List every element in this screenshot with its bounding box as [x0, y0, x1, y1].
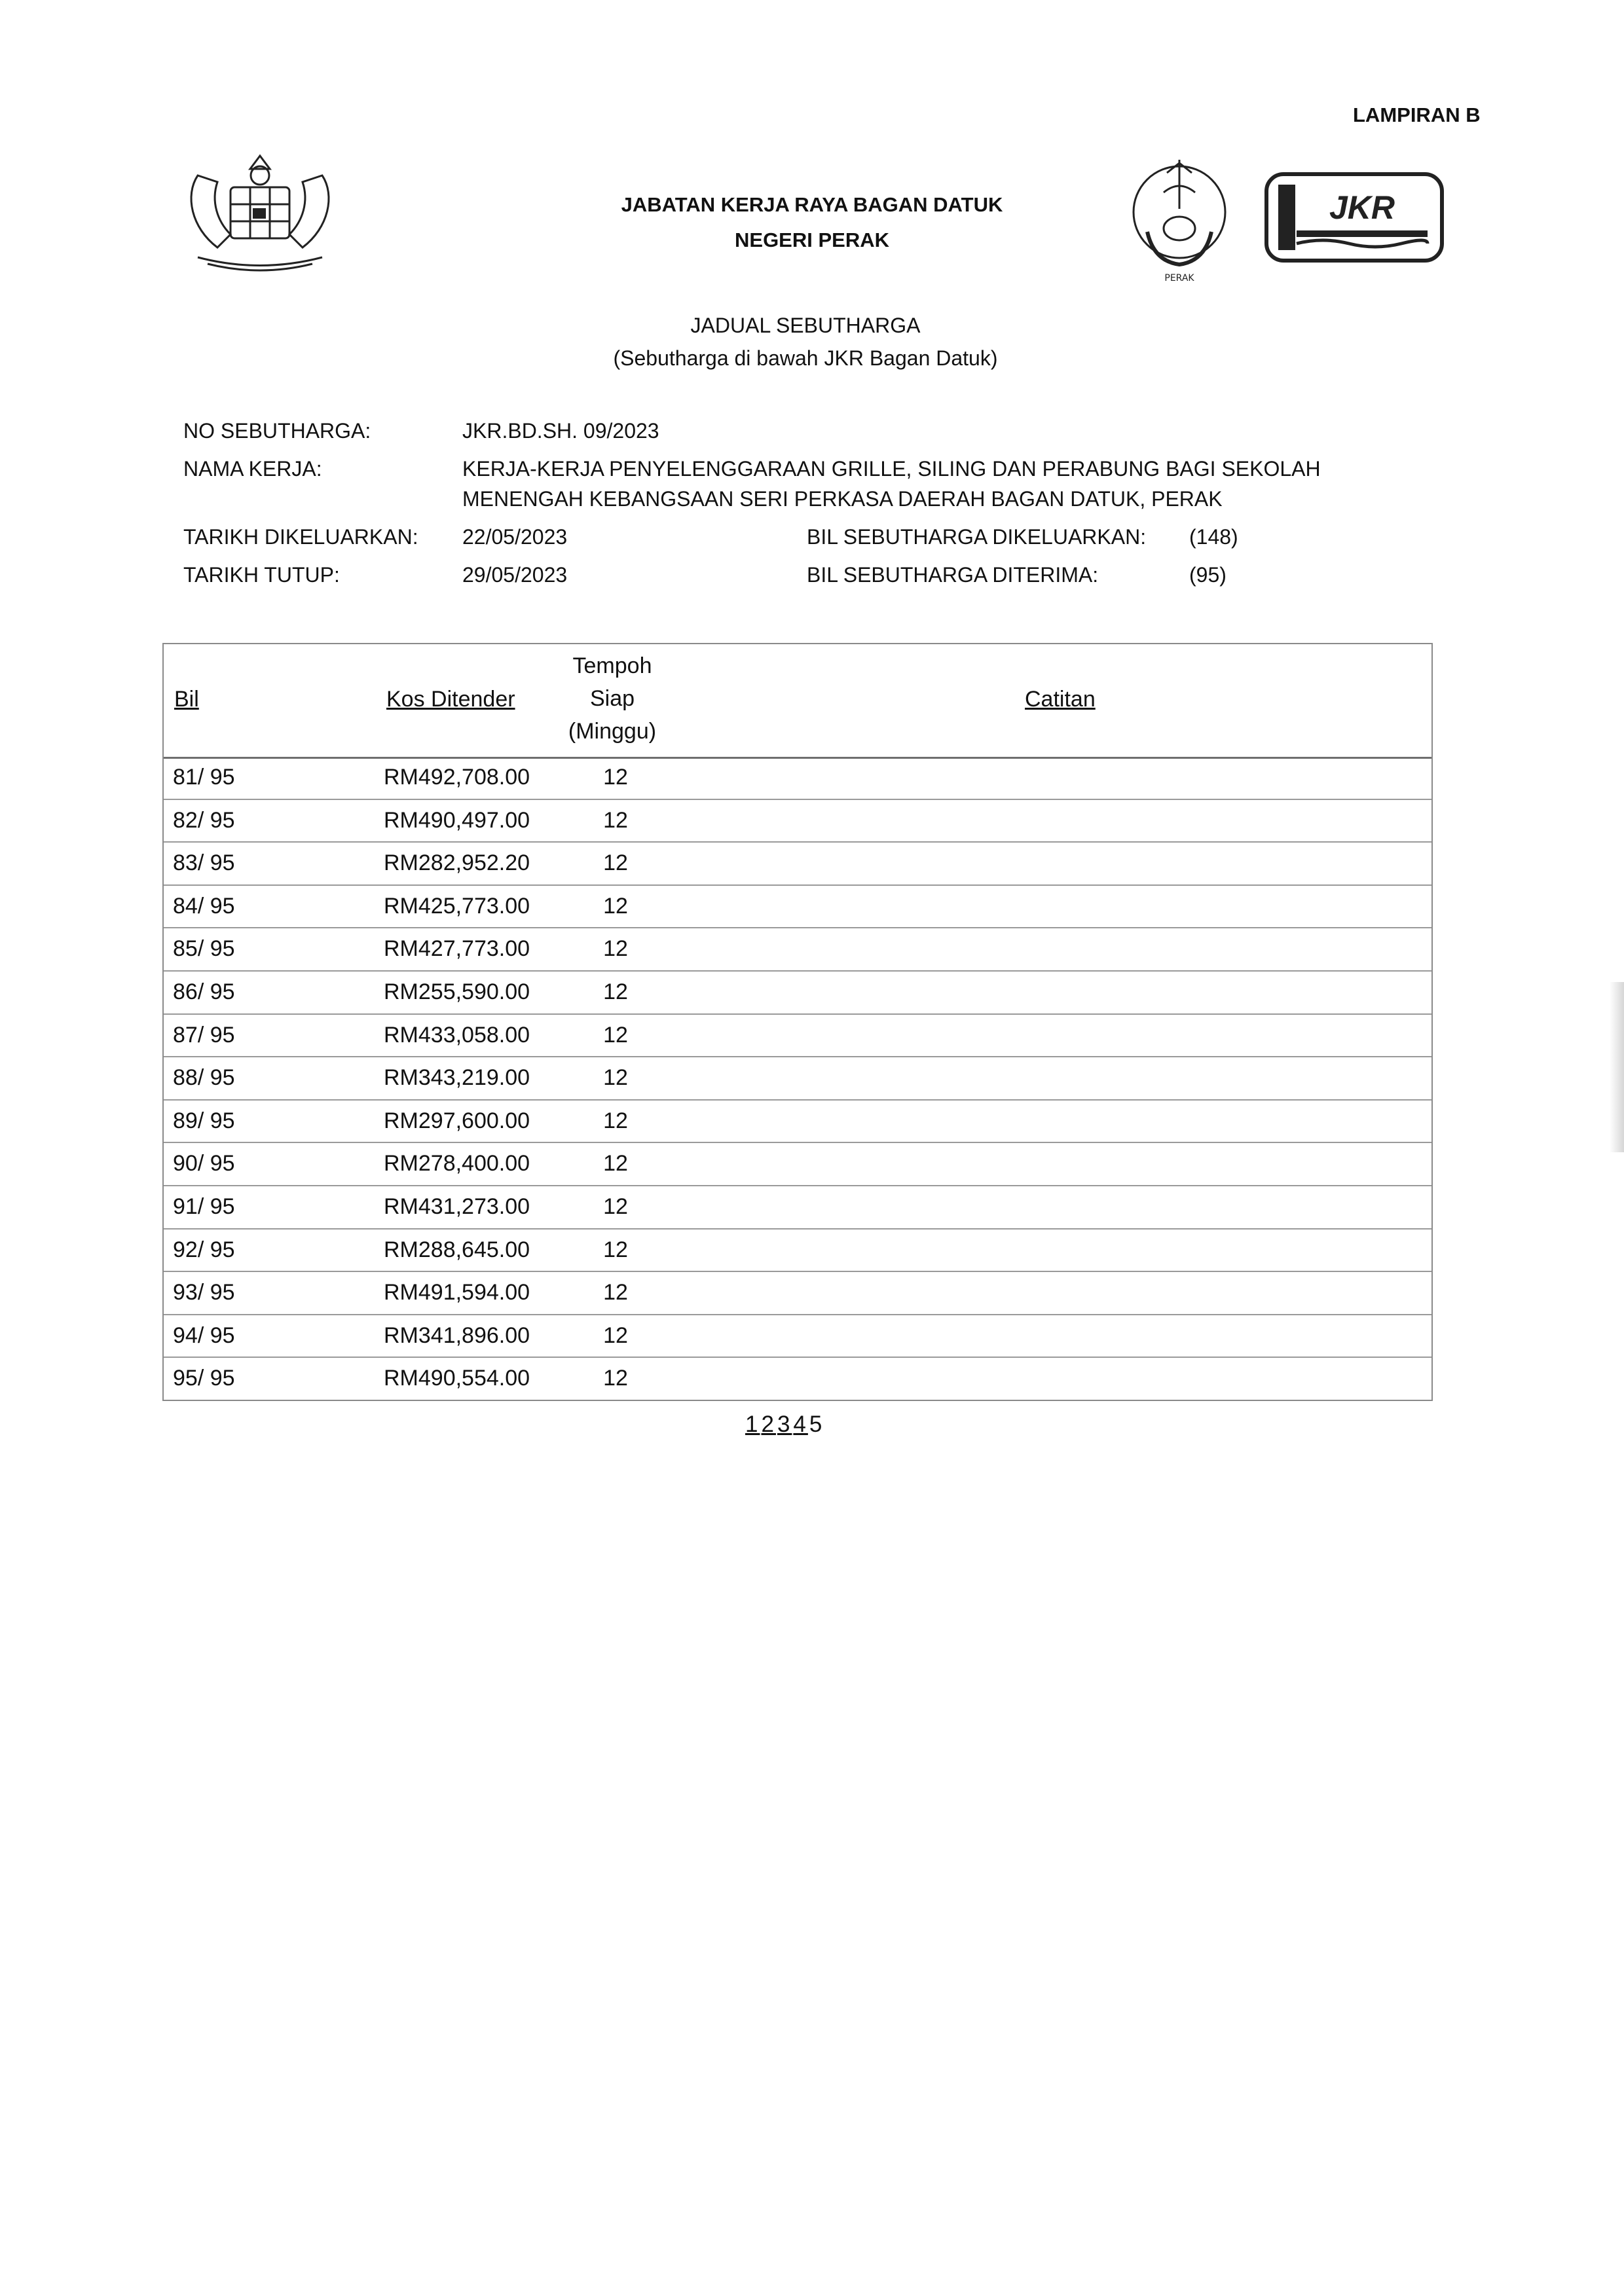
table-row	[164, 800, 1431, 843]
cell-bil: 89/ 95	[173, 1108, 235, 1133]
cell-tempoh: 12	[603, 893, 628, 919]
cell-bil: 85/ 95	[173, 936, 235, 962]
document-title	[458, 309, 1153, 374]
table-row	[164, 1186, 1431, 1230]
cell-kos-ditender: RM492,708.00	[384, 765, 530, 790]
table-row	[164, 1315, 1431, 1358]
cell-kos-ditender: RM278,400.00	[384, 1151, 530, 1176]
cell-kos-ditender: RM433,058.00	[384, 1022, 530, 1048]
lampiran-label: LAMPIRAN B	[1353, 103, 1481, 126]
cell-bil: 84/ 95	[173, 893, 235, 919]
no-sebutharga-value: JKR.BD.SH. 09/2023	[462, 419, 659, 443]
tarikh-dikeluarkan-label: TARIKH DIKELUARKAN:	[183, 525, 418, 549]
page-link-4[interactable]: 4	[793, 1412, 808, 1437]
bil-dikeluarkan-value: (148)	[1189, 525, 1238, 549]
header-tempoh-line-1: Tempoh	[572, 653, 652, 678]
cell-tempoh: 12	[603, 850, 628, 876]
cell-kos-ditender: RM490,497.00	[384, 807, 530, 833]
nama-kerja-value-line-1: KERJA-KERJA PENYELENGGARAAN GRILLE, SILING DAN PERABUNG BAGI SEKOLAH	[462, 457, 1321, 481]
cell-tempoh: 12	[603, 1194, 628, 1219]
cell-tempoh: 12	[603, 936, 628, 962]
table-body	[164, 757, 1431, 1401]
cell-tempoh: 12	[603, 1065, 628, 1091]
page-link-2[interactable]: 2	[761, 1412, 776, 1437]
perak-logo-text: PERAK	[1164, 273, 1194, 283]
cell-kos-ditender: RM431,273.00	[384, 1194, 530, 1219]
cell-kos-ditender: RM425,773.00	[384, 893, 530, 919]
cell-tempoh: 12	[603, 1280, 628, 1305]
tarikh-tutup-label: TARIKH TUTUP:	[183, 563, 340, 587]
header-bil[interactable]: Bil	[174, 687, 199, 712]
table-row	[164, 1272, 1431, 1315]
cell-bil: 86/ 95	[173, 979, 235, 1004]
no-sebutharga-label: NO SEBUTHARGA:	[183, 419, 371, 443]
cell-kos-ditender: RM491,594.00	[384, 1280, 530, 1305]
cell-kos-ditender: RM490,554.00	[384, 1366, 530, 1391]
bil-dikeluarkan-label: BIL SEBUTHARGA DIKELUARKAN:	[807, 525, 1147, 549]
tarikh-dikeluarkan-value: 22/05/2023	[462, 525, 568, 549]
cell-kos-ditender: RM297,600.00	[384, 1108, 530, 1133]
cell-tempoh: 12	[603, 1237, 628, 1262]
cell-tempoh: 12	[603, 807, 628, 833]
cell-bil: 91/ 95	[173, 1194, 235, 1219]
cell-tempoh: 12	[603, 1151, 628, 1176]
cell-tempoh: 12	[603, 979, 628, 1004]
cell-kos-ditender: RM255,590.00	[384, 979, 530, 1004]
page-link-1[interactable]: 1	[745, 1412, 760, 1437]
cell-kos-ditender: RM427,773.00	[384, 936, 530, 962]
table-row	[164, 972, 1431, 1015]
bil-diterima-label: BIL SEBUTHARGA DITERIMA:	[807, 563, 1099, 587]
jkr-logo-icon	[1264, 172, 1445, 263]
page-link-3[interactable]: 3	[777, 1412, 792, 1437]
table-row	[164, 1015, 1431, 1058]
cell-bil: 83/ 95	[173, 850, 235, 876]
scan-edge-shadow	[1610, 982, 1624, 1152]
table-row	[164, 843, 1431, 886]
header-tempoh-siap	[557, 649, 668, 748]
title-line-2: (Sebutharga di bawah JKR Bagan Datuk)	[613, 346, 998, 370]
table-row	[164, 757, 1431, 800]
cell-bil: 92/ 95	[173, 1237, 235, 1262]
table-row	[164, 1057, 1431, 1101]
cell-bil: 87/ 95	[173, 1022, 235, 1048]
bil-diterima-value: (95)	[1189, 563, 1227, 587]
cell-bil: 95/ 95	[173, 1366, 235, 1391]
table-row	[164, 886, 1431, 929]
table-header	[164, 644, 1431, 759]
table-row	[164, 1101, 1431, 1144]
table-row	[164, 1143, 1431, 1186]
table-row	[164, 928, 1431, 972]
header-tempoh-line-3: (Minggu)	[568, 719, 657, 744]
cell-kos-ditender: RM282,952.20	[384, 850, 530, 876]
header-kos-ditender[interactable]: Kos Ditender	[386, 687, 515, 712]
nama-kerja-value-line-2: MENENGAH KEBANGSAAN SERI PERKASA DAERAH BAGAN DATUK, PERAK	[462, 487, 1223, 511]
pagination	[745, 1412, 825, 1438]
table-row	[164, 1230, 1431, 1273]
jkr-logo-text: JKR	[1329, 189, 1395, 226]
table-row	[164, 1358, 1431, 1401]
cell-tempoh: 12	[603, 1366, 628, 1391]
cell-tempoh: 12	[603, 1322, 628, 1348]
page-link-5: 5	[809, 1412, 824, 1437]
results-table	[162, 643, 1433, 1401]
cell-tempoh: 12	[603, 765, 628, 790]
cell-bil: 90/ 95	[173, 1151, 235, 1176]
cell-bil: 94/ 95	[173, 1322, 235, 1348]
title-line-1: JADUAL SEBUTHARGA	[690, 314, 921, 337]
malaysia-coat-of-arms-icon	[172, 149, 348, 274]
cell-tempoh: 12	[603, 1022, 628, 1048]
cell-bil: 81/ 95	[173, 765, 235, 790]
cell-bil: 88/ 95	[173, 1065, 235, 1091]
header-catitan[interactable]: Catitan	[1025, 687, 1096, 712]
cell-kos-ditender: RM341,896.00	[384, 1322, 530, 1348]
cell-tempoh: 12	[603, 1108, 628, 1133]
org-line-1: JABATAN KERJA RAYA BAGAN DATUK	[621, 193, 1003, 216]
tarikh-tutup-value: 29/05/2023	[462, 563, 568, 587]
header-tempoh-line-2: Siap	[589, 686, 635, 711]
cell-bil: 93/ 95	[173, 1280, 235, 1305]
cell-kos-ditender: RM343,219.00	[384, 1065, 530, 1091]
nama-kerja-label: NAMA KERJA:	[183, 457, 322, 481]
organization-name	[432, 187, 1192, 258]
perak-state-crest-icon	[1128, 147, 1231, 285]
org-line-2: NEGERI PERAK	[735, 228, 889, 251]
cell-kos-ditender: RM288,645.00	[384, 1237, 530, 1262]
cell-bil: 82/ 95	[173, 807, 235, 833]
